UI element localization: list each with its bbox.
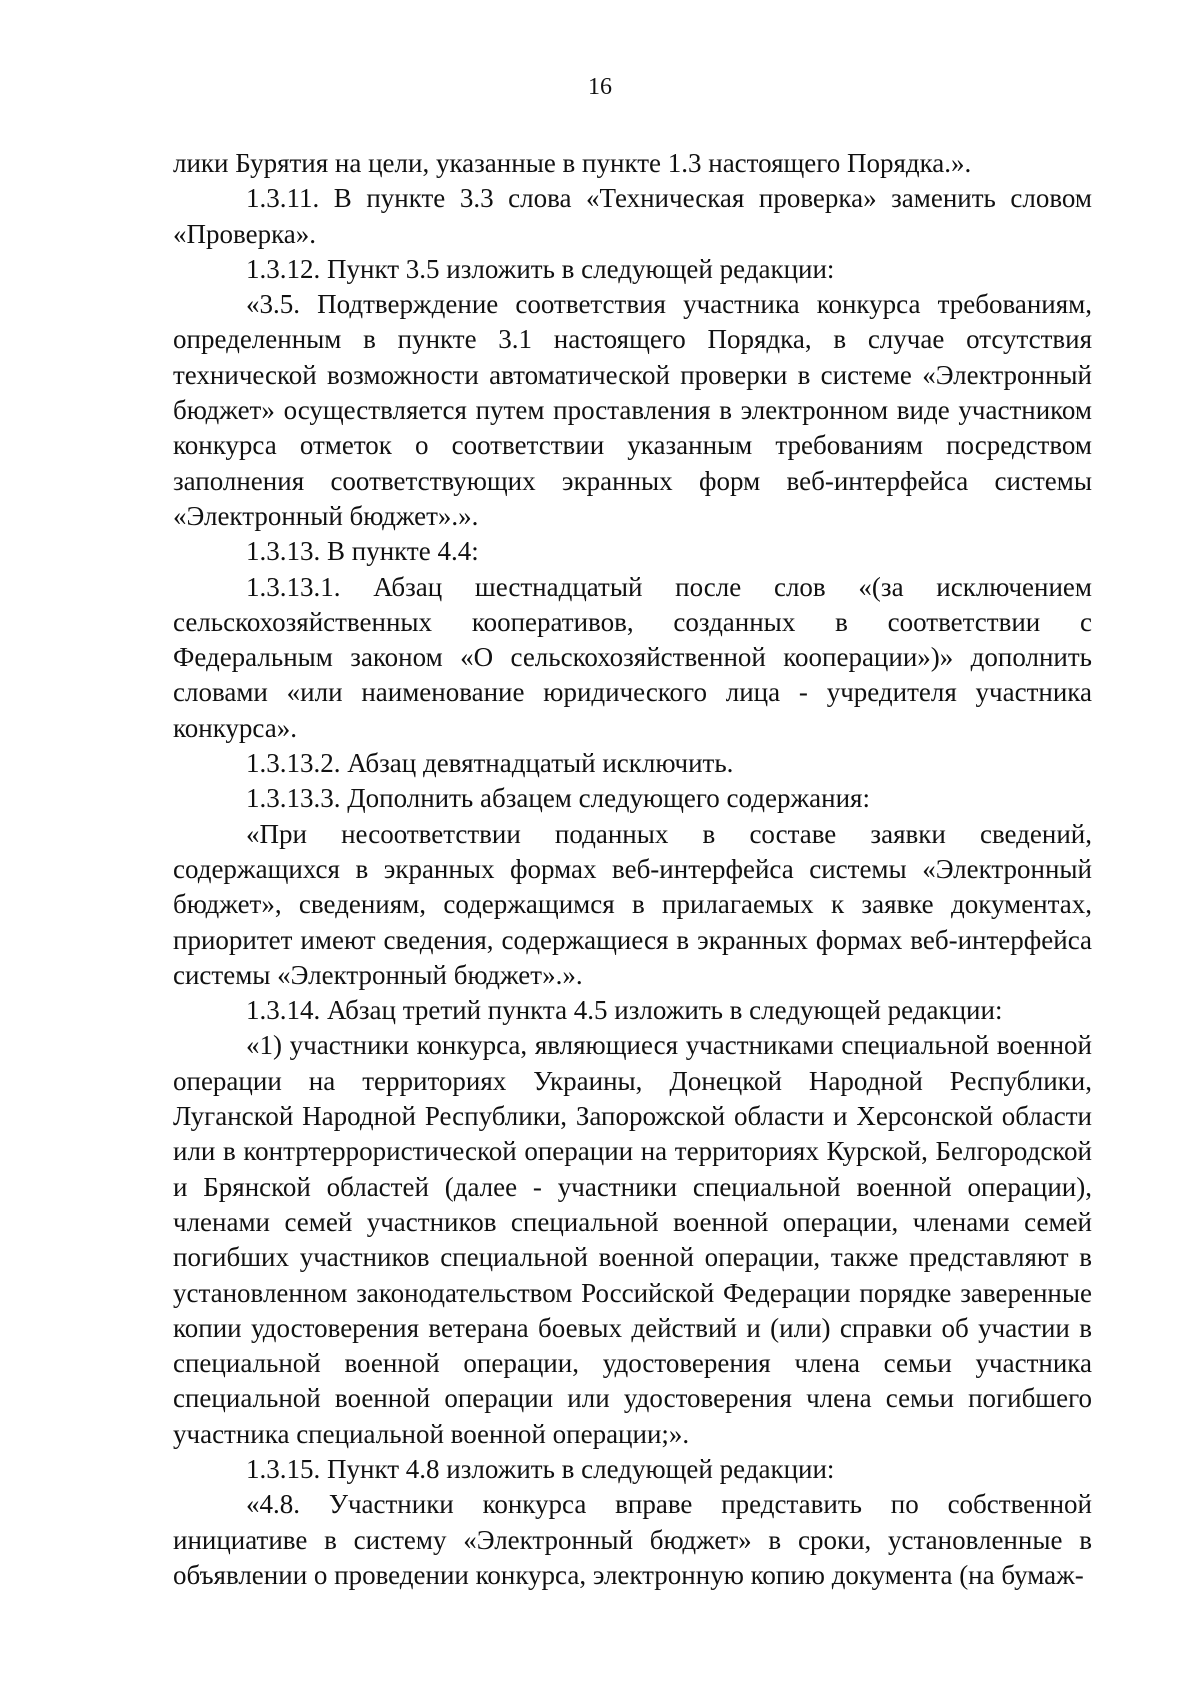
- paragraph-1-3-13-3: 1.3.13.3. Дополнить абзацем следующего содержания:: [246, 783, 870, 814]
- paragraph-1-3-15: 1.3.15. Пункт 4.8 изложить в следующей редакции:: [246, 1453, 835, 1484]
- document-body: [173, 146, 1092, 1593]
- paragraph-continuation: лики Бурятия на цели, указанные в пункте 1.3 настоящего Порядка.».: [173, 148, 972, 178]
- paragraph-1-3-14: 1.3.14. Абзац третий пункта 4.5 изложить в следующей редакции:: [246, 995, 1003, 1026]
- paragraph-quote-4-8: «4.8. Участники конкурса вправе представить по собственной инициативе в систему «Электронный бюджет» в сроки, установленные в объявлении о проведении конкурса, электронную копию документа (на бумаж-: [173, 1489, 1092, 1590]
- paragraph-1-3-13-2: 1.3.13.2. Абзац девятнадцатый исключить.: [246, 748, 734, 779]
- paragraph-quote-3-5: «3.5. Подтверждение соответствия участника конкурса требованиям, определенным в пункте 3.1 настоящего Порядка, в случае отсутствия технической возможности автоматической проверки в системе «Электронный бюджет» осуществляется путем проставления в электронном виде участником конкурса отметок о соответствии указанным требованиям посредством заполнения соответствующих экранных форм веб-интерфейса системы «Электронный бюджет».».: [173, 289, 1092, 531]
- paragraph-1-3-13: 1.3.13. В пункте 4.4:: [246, 536, 479, 567]
- paragraph-1-3-12: 1.3.12. Пункт 3.5 изложить в следующей редакции:: [246, 253, 835, 284]
- paragraph-quote-participants: «1) участники конкурса, являющиеся участниками специальной военной операции на территориях Украины, Донецкой Народной Республики, Луганской Народной Республики, Запорожской области и Херсонской области или в контртеррористической операции на территориях Курской, Белгородской и Брянской областей (далее - участники специальной военной операции), членами семей участников специальной военной операции, членами семей погибших участников специальной военной операции, также представляют в установленном законодательством Российской Федерации порядке заверенные копии удостоверения ветерана боевых действий и (или) справки об участии в специальной военной операции, удостоверения члена семьи участника специальной военной операции или удостоверения члена семьи погибшего участника специальной военной операции;».: [173, 1030, 1092, 1449]
- page-number: 16: [588, 74, 612, 100]
- paragraph-1-3-13-1: 1.3.13.1. Абзац шестнадцатый после слов «(за исключением сельскохозяйственных кооперативов, созданных в соответствии с Федеральным законом «О сельскохозяйственной кооперации»)» дополнить словами «или наименование юридического лица - учредителя участника конкурса».: [173, 571, 1092, 743]
- paragraph-quote-conflict: «При несоответствии поданных в составе заявки сведений, содержащихся в экранных формах веб-интерфейса системы «Электронный бюджет», сведениям, содержащимся в прилагаемых к заявке документах, приоритет имеют сведения, содержащиеся в экранных формах веб-интерфейса системы «Электронный бюджет».».: [173, 818, 1092, 990]
- paragraph-1-3-11: 1.3.11. В пункте 3.3 слова «Техническая проверка» заменить словом «Проверка».: [173, 183, 1092, 249]
